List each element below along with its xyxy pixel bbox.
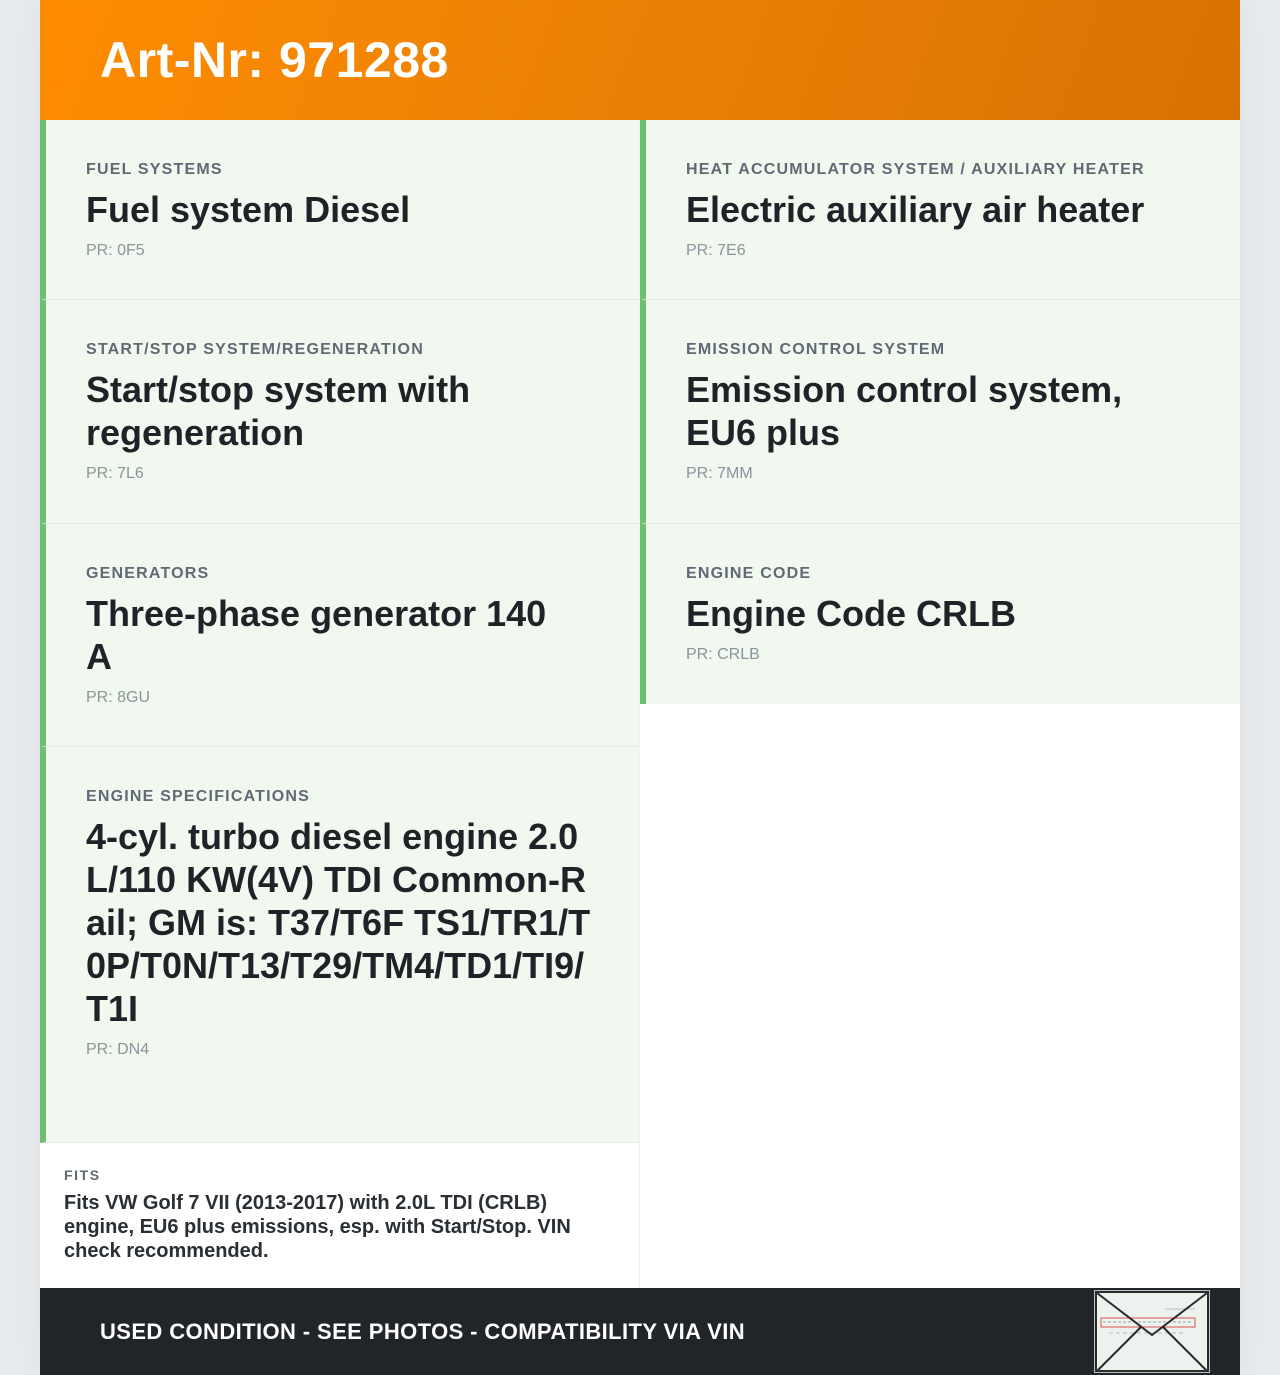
spec-pr-code xyxy=(86,1040,599,1060)
spec-card-emission-control xyxy=(640,300,1240,524)
pr-value: 0F5 xyxy=(117,242,145,259)
pr-value: 8GU xyxy=(117,689,151,706)
spec-category: FUEL SYSTEMS xyxy=(86,161,223,178)
product-sheet xyxy=(40,0,1240,1375)
spec-title: Fuel system Diesel xyxy=(86,189,411,230)
fits-label: FITS xyxy=(64,1167,101,1183)
pr-value: 7MM xyxy=(717,465,753,482)
spec-category: EMISSION CONTROL SYSTEM xyxy=(686,341,946,358)
envelope-thumbnail-graphic xyxy=(1095,1291,1210,1373)
header-banner xyxy=(40,0,1240,120)
pr-label: PR: xyxy=(86,689,118,706)
spec-card-start-stop xyxy=(40,300,639,524)
pr-label: PR: xyxy=(86,1041,118,1058)
spec-title: Electric auxiliary air heater xyxy=(686,189,1145,230)
spec-category: HEAT ACCUMULATOR SYSTEM / AUXILIARY HEATER xyxy=(686,161,1145,178)
spec-column-left xyxy=(40,120,640,1288)
fits-description: Fits VW Golf 7 VII (2013-2017) with 2.0L TDI (CRLB) engine, EU6 plus emissions, esp. with Start/Stop. VIN check recommended. xyxy=(64,1192,571,1262)
spec-grid xyxy=(40,120,1240,1288)
spec-pr-code xyxy=(686,645,1200,665)
pr-label: PR: xyxy=(86,242,118,259)
spec-title: Emission control system, EU6 plus xyxy=(686,369,1123,453)
spec-title: Three-phase generator 140 A xyxy=(86,593,547,677)
pr-value: DN4 xyxy=(117,1041,150,1058)
spec-column-right xyxy=(640,120,1240,1288)
envelope-thumbnail-icon[interactable] xyxy=(1094,1290,1210,1373)
spec-title: 4-cyl. turbo diesel engine 2.0 L/110 KW(4V) TDI Common-Rail; GM is: T37/T6F TS1/TR1/T0P/T0N/T13/T29/TM4/TD1/TI9/T1I xyxy=(86,816,591,1029)
spec-card-engine-code xyxy=(640,524,1240,704)
footer-banner xyxy=(40,1288,1240,1375)
spec-title: Engine Code CRLB xyxy=(686,593,1016,634)
pr-label: PR: xyxy=(686,242,718,259)
spec-card-generator xyxy=(40,524,639,747)
spec-pr-code xyxy=(686,241,1200,261)
spec-category: START/STOP SYSTEM/REGENERATION xyxy=(86,341,424,358)
spec-card-engine-specifications xyxy=(40,747,639,1143)
spec-card-auxiliary-heater xyxy=(640,120,1240,300)
pr-label: PR: xyxy=(86,465,118,482)
spec-category: ENGINE CODE xyxy=(686,565,812,582)
fits-section xyxy=(40,1143,639,1263)
spec-pr-code xyxy=(86,688,599,708)
spec-category: GENERATORS xyxy=(86,565,210,582)
article-number-title: Art-Nr: 971288 xyxy=(100,32,449,88)
pr-value: CRLB xyxy=(717,646,760,663)
pr-value: 7L6 xyxy=(117,465,144,482)
spec-title: Start/stop system with regeneration xyxy=(86,369,471,453)
footer-condition-note: USED CONDITION - SEE PHOTOS - COMPATIBILITY VIA VIN xyxy=(100,1318,746,1344)
spec-pr-code xyxy=(86,241,599,261)
spec-card-fuel-system xyxy=(40,120,639,300)
spec-pr-code xyxy=(686,464,1200,484)
spec-pr-code xyxy=(86,464,599,484)
spec-category: ENGINE SPECIFICATIONS xyxy=(86,788,311,805)
pr-value: 7E6 xyxy=(717,242,746,259)
pr-label: PR: xyxy=(686,465,718,482)
pr-label: PR: xyxy=(686,646,718,663)
